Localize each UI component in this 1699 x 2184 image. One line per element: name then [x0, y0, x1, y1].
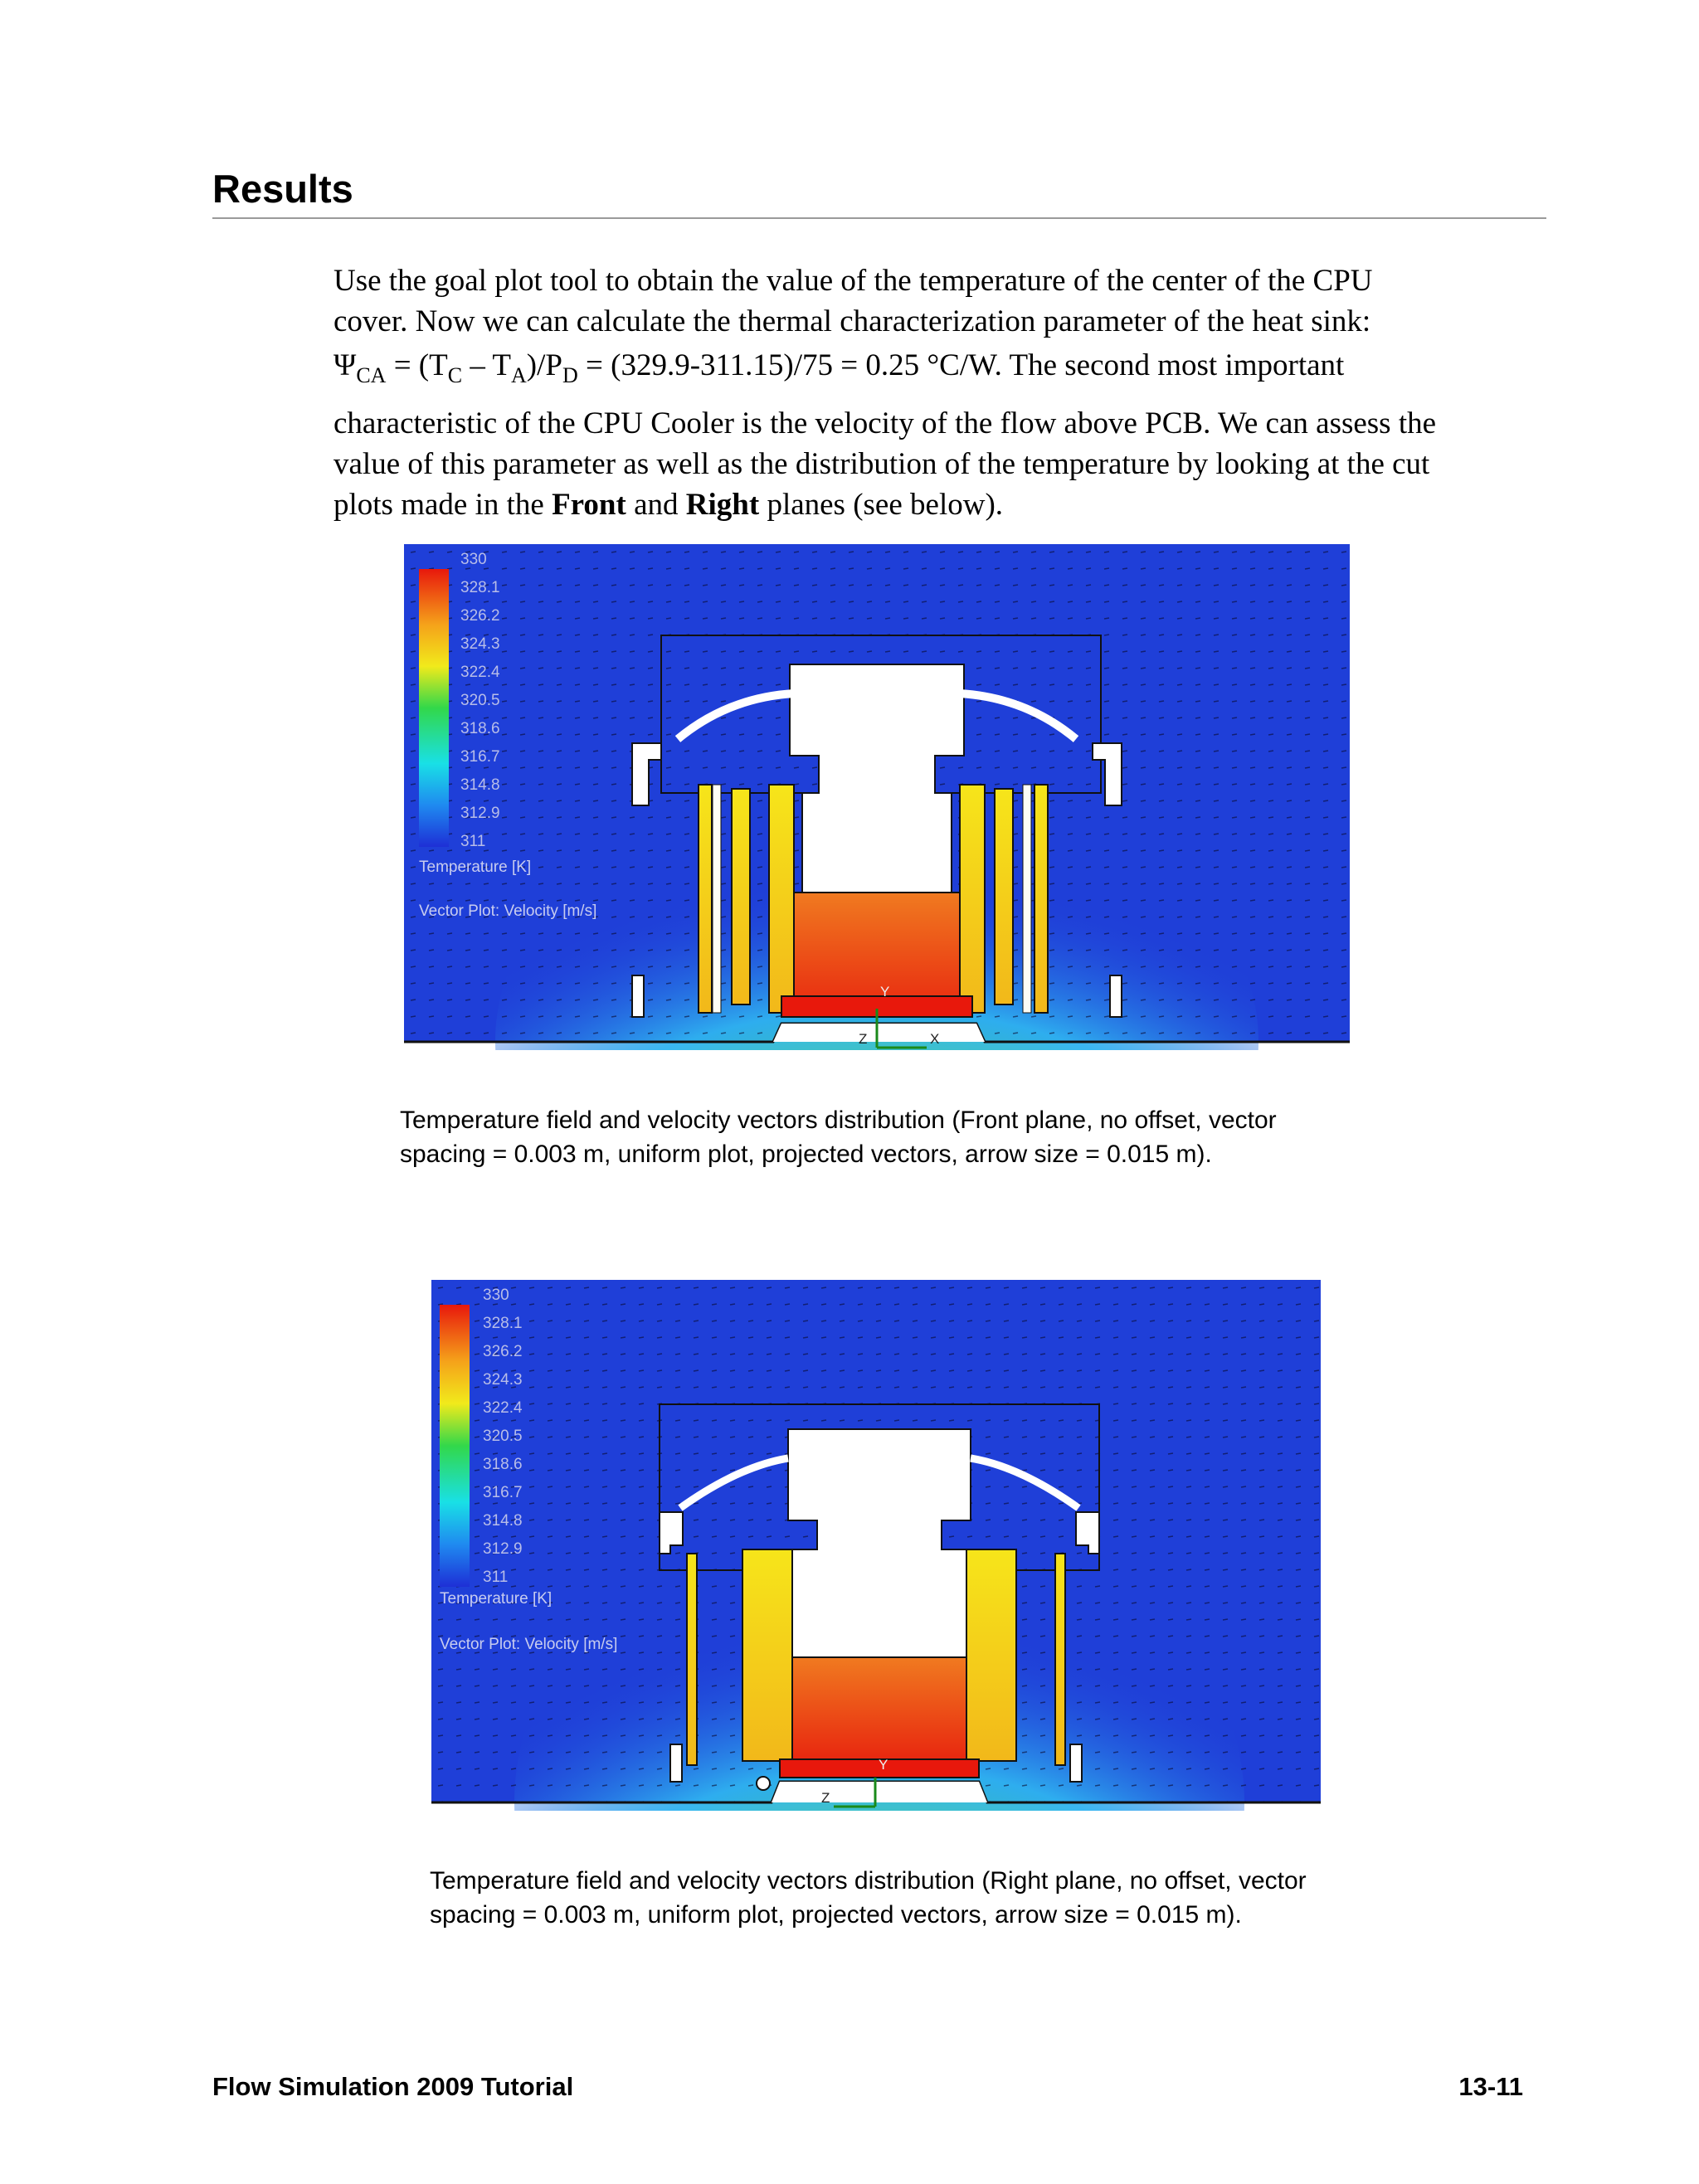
legend-title: Temperature [K] [440, 1590, 553, 1608]
legend-value: 326.2 [483, 1343, 523, 1360]
legend-value: 322.4 [460, 664, 500, 681]
footer-title: Flow Simulation 2009 Tutorial [212, 2072, 574, 2101]
paragraph-line: cover. Now we can calculate the thermal characterization parameter of the heat sink: [333, 304, 1371, 338]
legend-value: 320.5 [483, 1428, 523, 1445]
legend-value: 318.6 [460, 720, 500, 737]
front-plane-cut-plot [404, 544, 1350, 1050]
legend-labels [483, 1287, 523, 1586]
legend-value: 311 [460, 833, 486, 850]
right-plane-term: Right [685, 488, 760, 522]
legend-value: 311 [483, 1569, 509, 1586]
legend-value: 326.2 [460, 607, 500, 625]
eq-part: – T [462, 348, 512, 382]
psi-subscript: CA [356, 363, 387, 387]
legend-labels [460, 551, 500, 850]
svg-text:Y: Y [880, 984, 890, 1000]
paragraph-line: Use the goal plot tool to obtain the value of the temperature of the center of the CPU [333, 264, 1373, 298]
right-plane-cut-plot [431, 1280, 1321, 1811]
legend-value: 312.9 [483, 1540, 523, 1558]
legend-value: 320.5 [460, 692, 500, 709]
equation-line [333, 345, 1553, 396]
heading-rule [212, 217, 1546, 219]
section-title: Results [212, 167, 353, 211]
legend-value: 316.7 [460, 748, 500, 766]
psi-symbol: Ψ [333, 348, 357, 382]
legend-value: 318.6 [483, 1456, 523, 1473]
vector-plot-label: Vector Plot: Velocity [m/s] [419, 902, 597, 920]
front-plane-term: Front [552, 488, 626, 522]
tc-subscript: C [447, 363, 463, 387]
legend-value: 324.3 [460, 635, 500, 653]
legend-value: 330 [460, 551, 487, 568]
page-number: 13-11 [1458, 2072, 1523, 2101]
legend-value: 316.7 [483, 1484, 523, 1501]
eq-part: )/P [526, 348, 562, 382]
legend-value: 314.8 [483, 1512, 523, 1530]
paragraph-line: plots made in the Front and Right planes (see below). [333, 488, 1004, 522]
svg-text:X: X [930, 1031, 940, 1047]
ta-subscript: A [511, 363, 527, 387]
legend-value: 330 [483, 1287, 509, 1304]
second-paragraph [333, 403, 1553, 525]
legend-value: 324.3 [483, 1371, 523, 1389]
figure-caption-front: Temperature field and velocity vectors distribution (Front plane, no offset, vector spacing = 0.003 m, uniform plot, projected vectors, arrow size = 0.015 m). [400, 1107, 1277, 1168]
legend-value: 328.1 [483, 1315, 523, 1332]
legend-value: 322.4 [483, 1399, 523, 1417]
pd-subscript: D [562, 363, 578, 387]
legend-value: 328.1 [460, 579, 500, 596]
paragraph-line: characteristic of the CPU Cooler is the velocity of the flow above PCB. We can assess the [333, 406, 1437, 440]
vector-plot-label: Vector Plot: Velocity [m/s] [440, 1636, 618, 1653]
legend-value: 314.8 [460, 776, 500, 794]
legend-value: 312.9 [460, 805, 500, 822]
intro-paragraph [333, 260, 1553, 396]
eq-part: = (329.9-311.15)/75 = 0.25 °C/W. The second most important [577, 348, 1345, 382]
paragraph-line: value of this parameter as well as the distribution of the temperature by looking at the cut [333, 447, 1430, 481]
svg-text:Y: Y [879, 1757, 888, 1773]
svg-text:Z: Z [821, 1790, 830, 1806]
figure-caption-right: Temperature field and velocity vectors distribution (Right plane, no offset, vector spacing = 0.003 m, uniform plot, projected vectors, arrow size = 0.015 m). [430, 1867, 1307, 1929]
eq-part: = (T [386, 348, 448, 382]
legend-title: Temperature [K] [419, 859, 532, 876]
svg-text:Z: Z [859, 1031, 868, 1047]
